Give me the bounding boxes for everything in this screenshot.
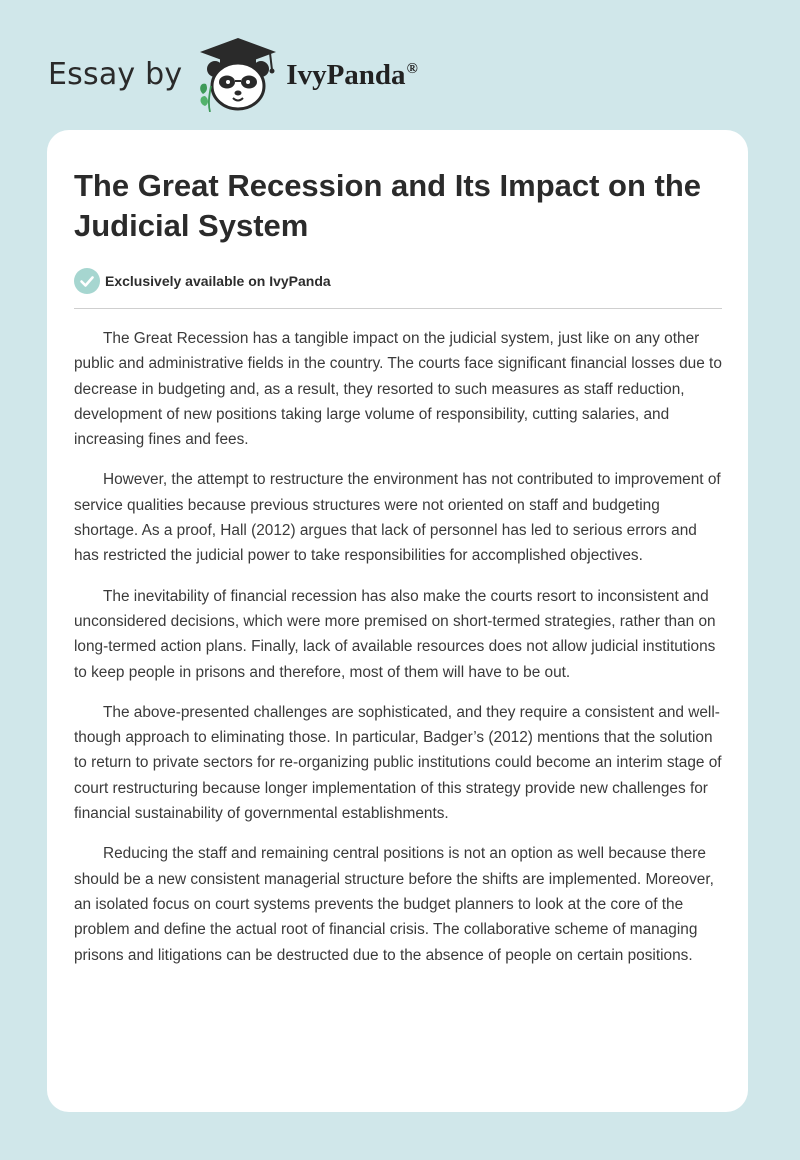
check-circle-icon <box>74 268 100 294</box>
ivypanda-logo-icon <box>196 36 280 112</box>
paragraph: The Great Recession has a tangible impact on the judicial system, just like on any other public and administrative fields in the country. The courts face significant financial losses due to decrease in budgeting and, as a result, they resorted to such measures as staff reduction, development of new positions taking large volume of responsibility, cutting salaries, and increasing fines and fees. <box>74 330 722 449</box>
brand-name <box>286 59 417 92</box>
essay-card <box>47 130 748 1112</box>
brand-name-text: IvyPanda <box>286 58 406 91</box>
exclusive-badge-label: Exclusively available on IvyPanda <box>105 273 331 289</box>
brand-header <box>48 34 418 114</box>
essay-title: The Great Recession and Its Impact on the Judicial System <box>74 168 702 243</box>
paragraph: The inevitability of financial recession has also make the courts resort to inconsistent and unconsidered decisions, which were more premised on short-termed strategies, rather than on long-termed action plans. Finally, lack of available resources does not allow judicial institutions to keep people in prisons and therefore, most of them will have to be out. <box>74 587 716 681</box>
essay-body <box>74 326 722 968</box>
paragraph: However, the attempt to restructure the environment has not contributed to improvement of service qualities because previous structures were not oriented on staff and budgeting shortage. As a proof, Hall (2012) argues that lack of personnel has led to serious errors and has restricted the judicial power to take responsibilities for accomplished objectives. <box>74 471 721 565</box>
essay-by-label: Essay by <box>48 56 183 92</box>
registered-mark: ® <box>406 60 418 77</box>
paragraph: The above-presented challenges are sophisticated, and they require a consistent and well-though approach to eliminating those. In particular, Badger’s (2012) mentions that the solution to return to private sectors for re-organizing public institutions could become an interim stage of court restructuring because longer implementation of this strategy provide new challenges for financial sustainability of governmental establishments. <box>74 703 722 823</box>
paragraph: Reducing the staff and remaining central positions is not an option as well because there should be a new consistent managerial structure before the shifts are implemented. Moreover, an isolated focus on court systems prevents the budget planners to look at the core of the problem and define the actual root of financial crisis. The collaborative scheme of managing prisons and litigations can be destructed due to the absence of people on certain positions. <box>74 845 714 964</box>
exclusive-badge <box>74 268 722 309</box>
